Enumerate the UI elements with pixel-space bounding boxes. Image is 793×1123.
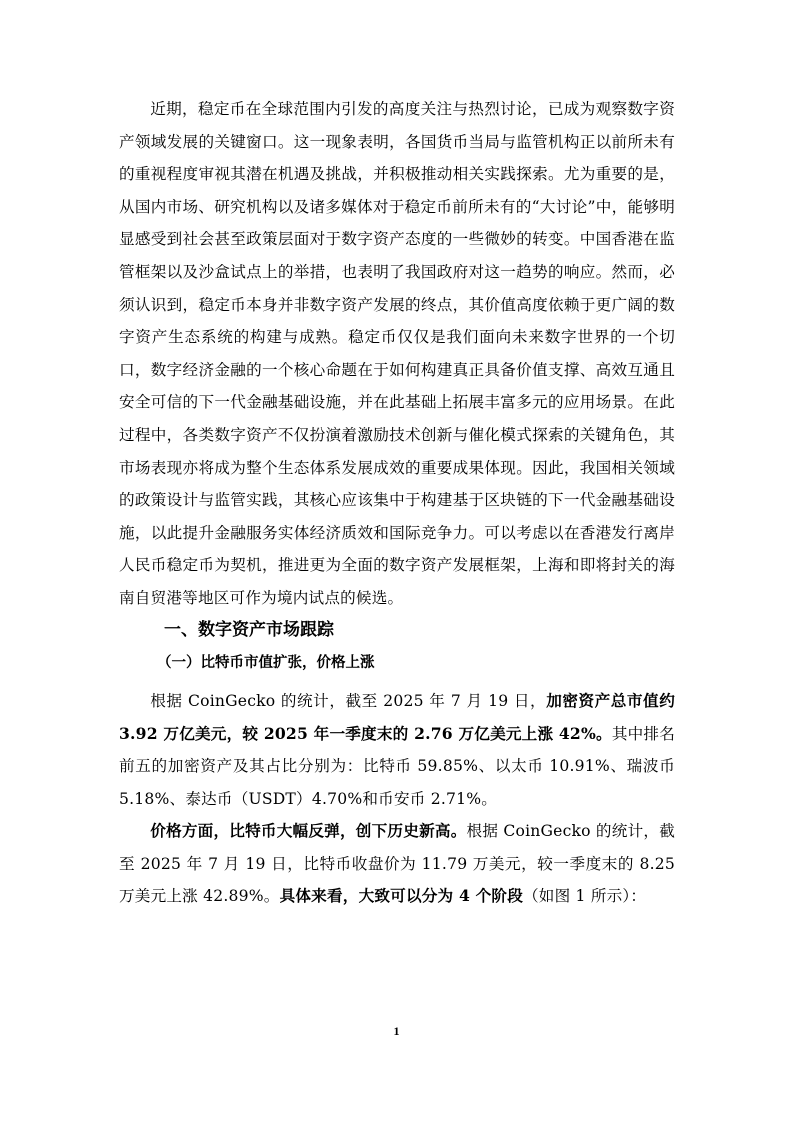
- market-cap-paragraph: [119, 685, 675, 815]
- market-cap-lead: 根据 CoinGecko 的统计，截至 2025 年 7 月 19 日，: [150, 692, 547, 710]
- price-paragraph: [119, 815, 675, 913]
- market-cap-highlight: 加密资产总市值约 3.92 万亿美元，较 2025 年一季度末的 2.76 万亿美元上涨 42%。: [119, 691, 675, 743]
- page-number: 1: [393, 1024, 400, 1038]
- subsection-heading: （一）比特币市值扩张，价格上涨: [157, 655, 375, 671]
- intro-paragraph: [119, 93, 675, 615]
- price-tail: （如图 1 所示）：: [523, 887, 647, 906]
- section-heading: 一、数字资产市场跟踪: [164, 620, 334, 640]
- market-cap-rest: 其中排名前五的加密资产及其占比分别为：比特币 59.85%、以太币 10.91%、瑞波币 5.18%、泰达币（USDT）4.70%和币安币 2.71%。: [119, 724, 675, 808]
- intro-text: 近期，稳定币在全球范围内引发的高度关注与热烈讨论，已成为观察数字资产领域发展的关键窗口。这一现象表明，各国货币当局与监管机构正以前所未有的重视程度审视其潜在机遇及挑战，并积极推动相关实践探索。尤为重要的是，从国内市场、研究机构以及诸多媒体对于稳定币前所未有的“大讨论”中，能够明显感受到社会甚至政策层面对于数字资产态度的一些微妙的转变。中国香港在监管框架以及沙盒试点上的举措，也表明了我国政府对这一趋势的响应。然而，必须认识到，稳定币本身并非数字资产发展的终点，其价值高度依赖于更广阔的数字资产生态系统的构建与成熟。稳定币仅仅是我们面向未来数字世界的一个切口，数字经济金融的一个核心命题在于如何构建真正具备价值支撑、高效互通且安全可信的下一代金融基础设施，并在此基础上拓展丰富多元的应用场景。在此过程中，各类数字资产不仅扮演着激励技术创新与催化模式探索的关键角色，其市场表现亦将成为整个生态体系发展成效的重要成果体现。因此，我国相关领域的政策设计与监管实践，其核心应该集中于构建基于区块链的下一代金融基础设施，以此提升金融服务实体经济质效和国际竞争力。可以考虑以在香港发行离岸人民币稳定币为契机，推进更为全面的数字资产发展框架，上海和即将封关的海南自贸港等地区可作为境内试点的候选。: [119, 100, 675, 607]
- price-stages-highlight: 具体来看，大致可以分为 4 个阶段: [279, 886, 524, 906]
- price-highlight: 价格方面，比特币大幅反弹，创下历史新高。: [150, 821, 467, 840]
- price-middle: 根据 CoinGecko 的统计，截至 2025 年 7 月 19 日，比特币收盘价为 11.79 万美元，较一季度末的 8.25 万美元上涨 42.89%。: [119, 822, 675, 906]
